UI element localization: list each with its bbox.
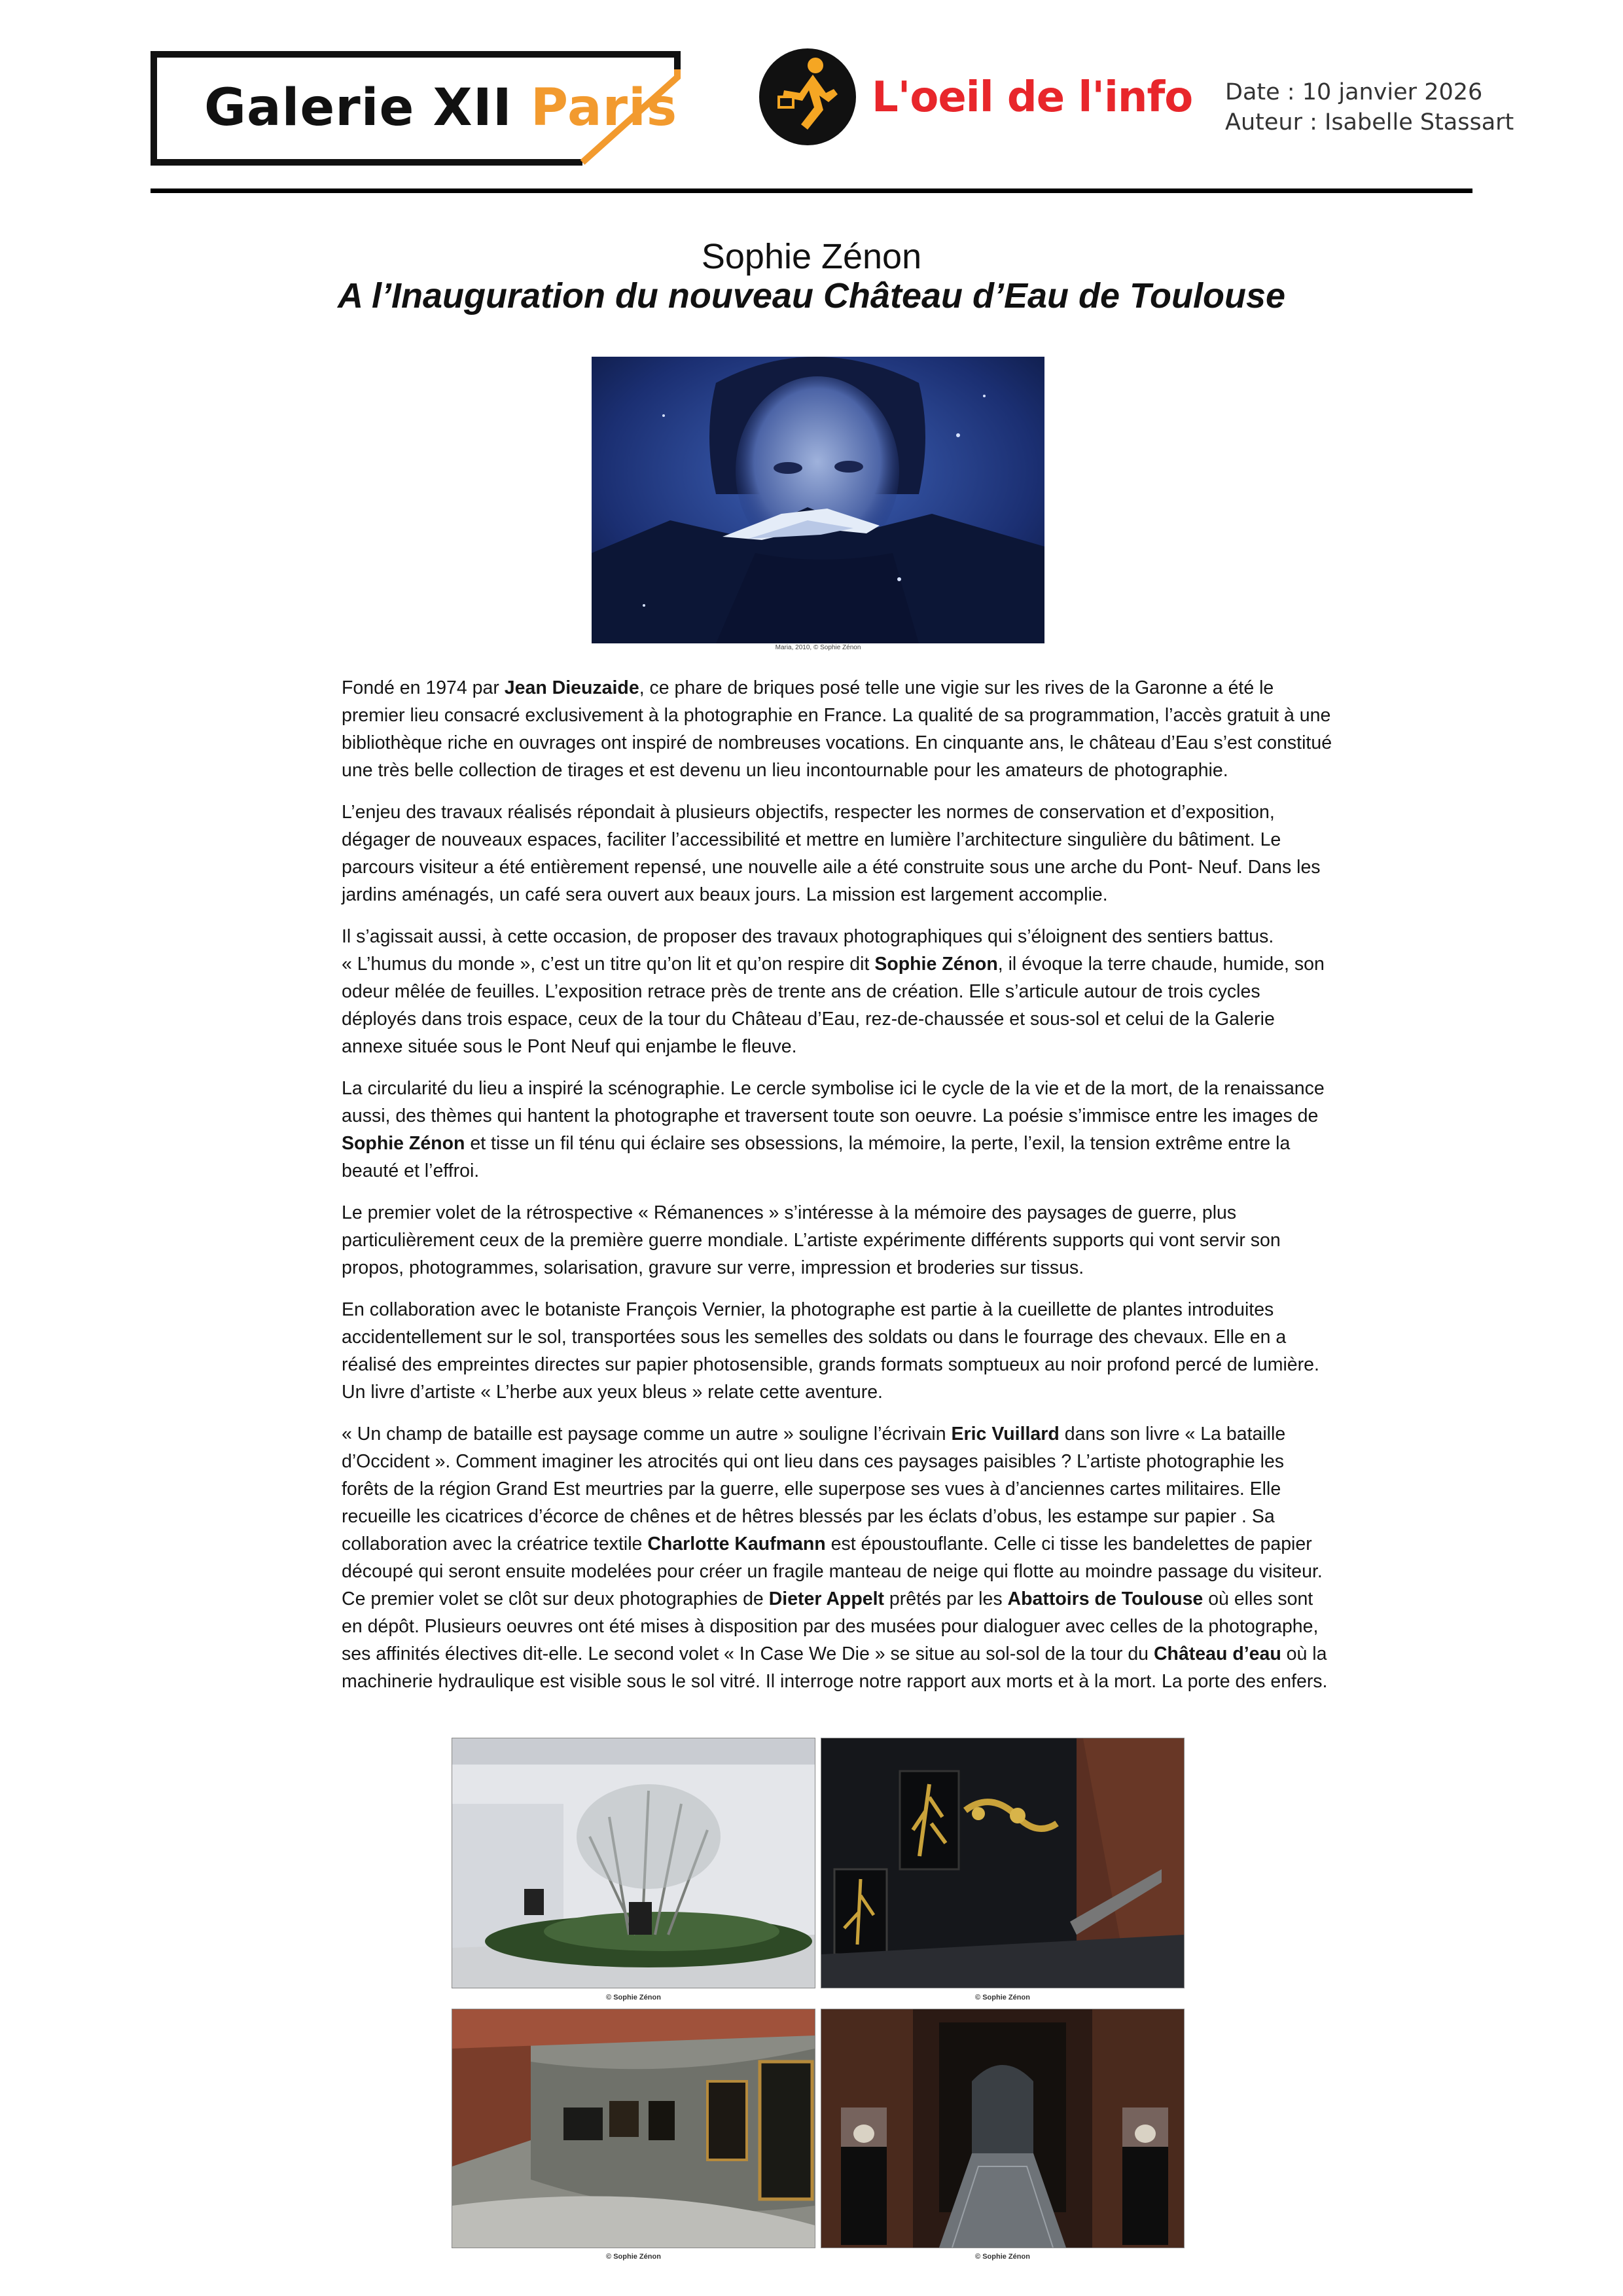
text-run: Il s’agissait aussi, à cette occasion, de proposer des travaux photographiques qui s’éloignent des sentiers battus. [342,926,1274,947]
header-divider [151,188,1472,193]
brand-main: Galerie XII [204,79,531,137]
oeil-brand-text[interactable]: L'oeil de l'info [872,73,1193,122]
text-run: où la machinerie hydraulique est visible sous le sol vitré. Il interroge notre rapport aux morts et à la mort. La porte des enfers. [342,1643,1328,1692]
paragraph-3-body [342,954,1325,1057]
text-run: et tisse un fil ténu qui éclaire ses obsessions, la mémoire, la perte, l’exil, la tension extrême entre la beauté et l’effroi. [342,1133,1291,1181]
text-run: dans son livre « La bataille d’Occident ». Comment imaginer les atrocités qui ont lieu dans ces paysages paisibles ? L’artiste photographie les forêts de la région Grand Est meurtries par la guerre, elle superpose ses vues à d’anciennes cartes militaires. Elle recueille les cicatrices d’écorce de chênes et de hêtres blessés par les éclats d’obus, les estampe sur papier . Sa collaboration avec la créatrice textile [342,1424,1286,1554]
galerie-logo[interactable] [151,51,681,166]
gallery-photo-curved-room [452,2009,815,2248]
title-subtitle: A l’Inauguration du nouveau Château d’Eau de Toulouse [337,276,1286,315]
paragraph-3-lead [342,926,1274,947]
bold-name: Château d’eau [1153,1643,1281,1664]
hero-caption: Maria, 2010, © Sophie Zénon [775,644,861,651]
paragraph-4 [342,1075,1333,1185]
paragraph-7 [342,1420,1333,1695]
text-run: Fondé en 1974 par [342,677,505,698]
bold-name: Sophie Zénon [342,1133,465,1154]
galerie-logo-text [204,79,677,137]
text-run: , il évoque la terre chaude, humide, son odeur mêlée de feuilles. L’exposition retrace près de trente ans de création. Elle s’articule autour de trois cycles déployés dans trois espace, ceux de la tour du Château d’Eau, rez-de-chaussée et sous-sol et celui de la Galerie annexe située sous le Pont Neuf qui enjambe le fleuve. [342,954,1325,1057]
text-run: « L’humus du monde », c’est un titre qu’on lit et qu’on respire dit [342,954,875,975]
bold-name: Dieter Appelt [768,1588,885,1609]
bold-name: Charlotte Kaufmann [647,1534,826,1554]
gallery-caption-4: © Sophie Zénon [975,2253,1030,2261]
article-meta [1225,77,1514,137]
text-run: , ce phare de briques posé telle une vigie sur les rives de la Garonne a été le premier lieu consacré exclusivement à la photographie en France. La qualité de sa programmation, l’accès gratuit à une bibliothèque riche en ouvrages ont inspiré de nombreuses vocations. En cinquante ans, le château d’Eau s’est constitué une très belle collection de tirages et est devenu un lieu incontournable pour les amateurs de photographie. [342,677,1332,781]
bold-name: Abattoirs de Toulouse [1007,1588,1204,1609]
text-run: est époustouflante. Celle ci tisse les bandelettes de papier découpé qui seront ensuite modelées pour créer un fragile manteau de neige qui flotte au moindre passage du visiteur. Ce premier volet se clôt sur deux photographies de [342,1534,1323,1609]
bold-name: Sophie Zénon [874,954,998,975]
text-run: où elles sont en dépôt. Plusieurs oeuvres ont été mises à disposition par des musées pour dialoguer avec celles de la photographe, ses affinités électives dit-elle. Le second volet « In Case We Die » se situe au sol-sol de la tour du [342,1588,1319,1664]
author-line: Auteur : Isabelle Stassart [1225,109,1514,135]
gallery-caption-1: © Sophie Zénon [606,1994,661,2001]
paragraph-6 [342,1296,1333,1406]
gallery-caption-3: © Sophie Zénon [606,2253,661,2261]
bold-name: Eric Vuillard [951,1424,1060,1444]
text-run: En collaboration avec le botaniste François Vernier, la photographe est partie à la cueillette de plantes introduites accidentellement sur le sol, transportées sous les semelles des soldats ou dans le fourrage des chevaux. Elle en a réalisé des empreintes directes sur papier photosensible, grands formats somptueux au noir profond percé de lumière. Un livre d’artiste « L’herbe aux yeux bleus » relate cette aventure. [342,1299,1319,1403]
paragraph-1 [342,674,1333,784]
date-line: Date : 10 janvier 2026 [1225,79,1483,105]
paragraph-3 [342,923,1333,1060]
paragraph-5 [342,1199,1333,1282]
article-body [342,674,1333,1710]
title-artist: Sophie Zénon [701,237,922,276]
gallery-photo-underground [821,2009,1185,2248]
gallery-caption-2: © Sophie Zénon [975,1994,1030,2001]
bold-name: Jean Dieuzaide [504,677,639,698]
text-run: Le premier volet de la rétrospective « Rémanences » s’intéresse à la mémoire des paysages de guerre, plus particulièrement ceux de la première guerre mondiale. L’artiste expérimente différents supports qui vont servir son propos, photogrammes, solarisation, gravure sur verre, impression et broderies sur tissus. [342,1202,1281,1278]
gallery-photo-botanical-prints [821,1738,1185,1988]
text-run: « Un champ de bataille est paysage comme un autre » souligne l’écrivain [342,1424,952,1444]
brand-accent: Paris [530,79,678,137]
text-run: La circularité du lieu a inspiré la scénographie. Le cercle symbolise ici le cycle de la vie et de la mort, de la renaissance aussi, des thèmes qui hantent la photographe et traversent toute son oeuvre. La poésie s’immisce entre les images de [342,1078,1325,1126]
article-title [0,237,1623,315]
text-run: L’enjeu des travaux réalisés répondait à plusieurs objectifs, respecter les normes de conservation et d’exposition, dégager de nouveaux espaces, faciliter l’accessibilité et mettre en lumière l’architecture singulière du bâtiment. Le parcours visiteur a été entièrement repensé, une nouvelle aile a été construite sous une arche du Pont- Neuf. Dans les jardins aménagés, un café sera ouvert aux beaux jours. La mission est largement accomplie. [342,802,1321,905]
gallery-photo-installation [452,1738,815,1988]
text-run: prêtés par les [884,1588,1008,1609]
hero-portrait-image [592,357,1044,643]
oeil-runner-icon[interactable] [758,47,857,147]
paragraph-2 [342,798,1333,908]
